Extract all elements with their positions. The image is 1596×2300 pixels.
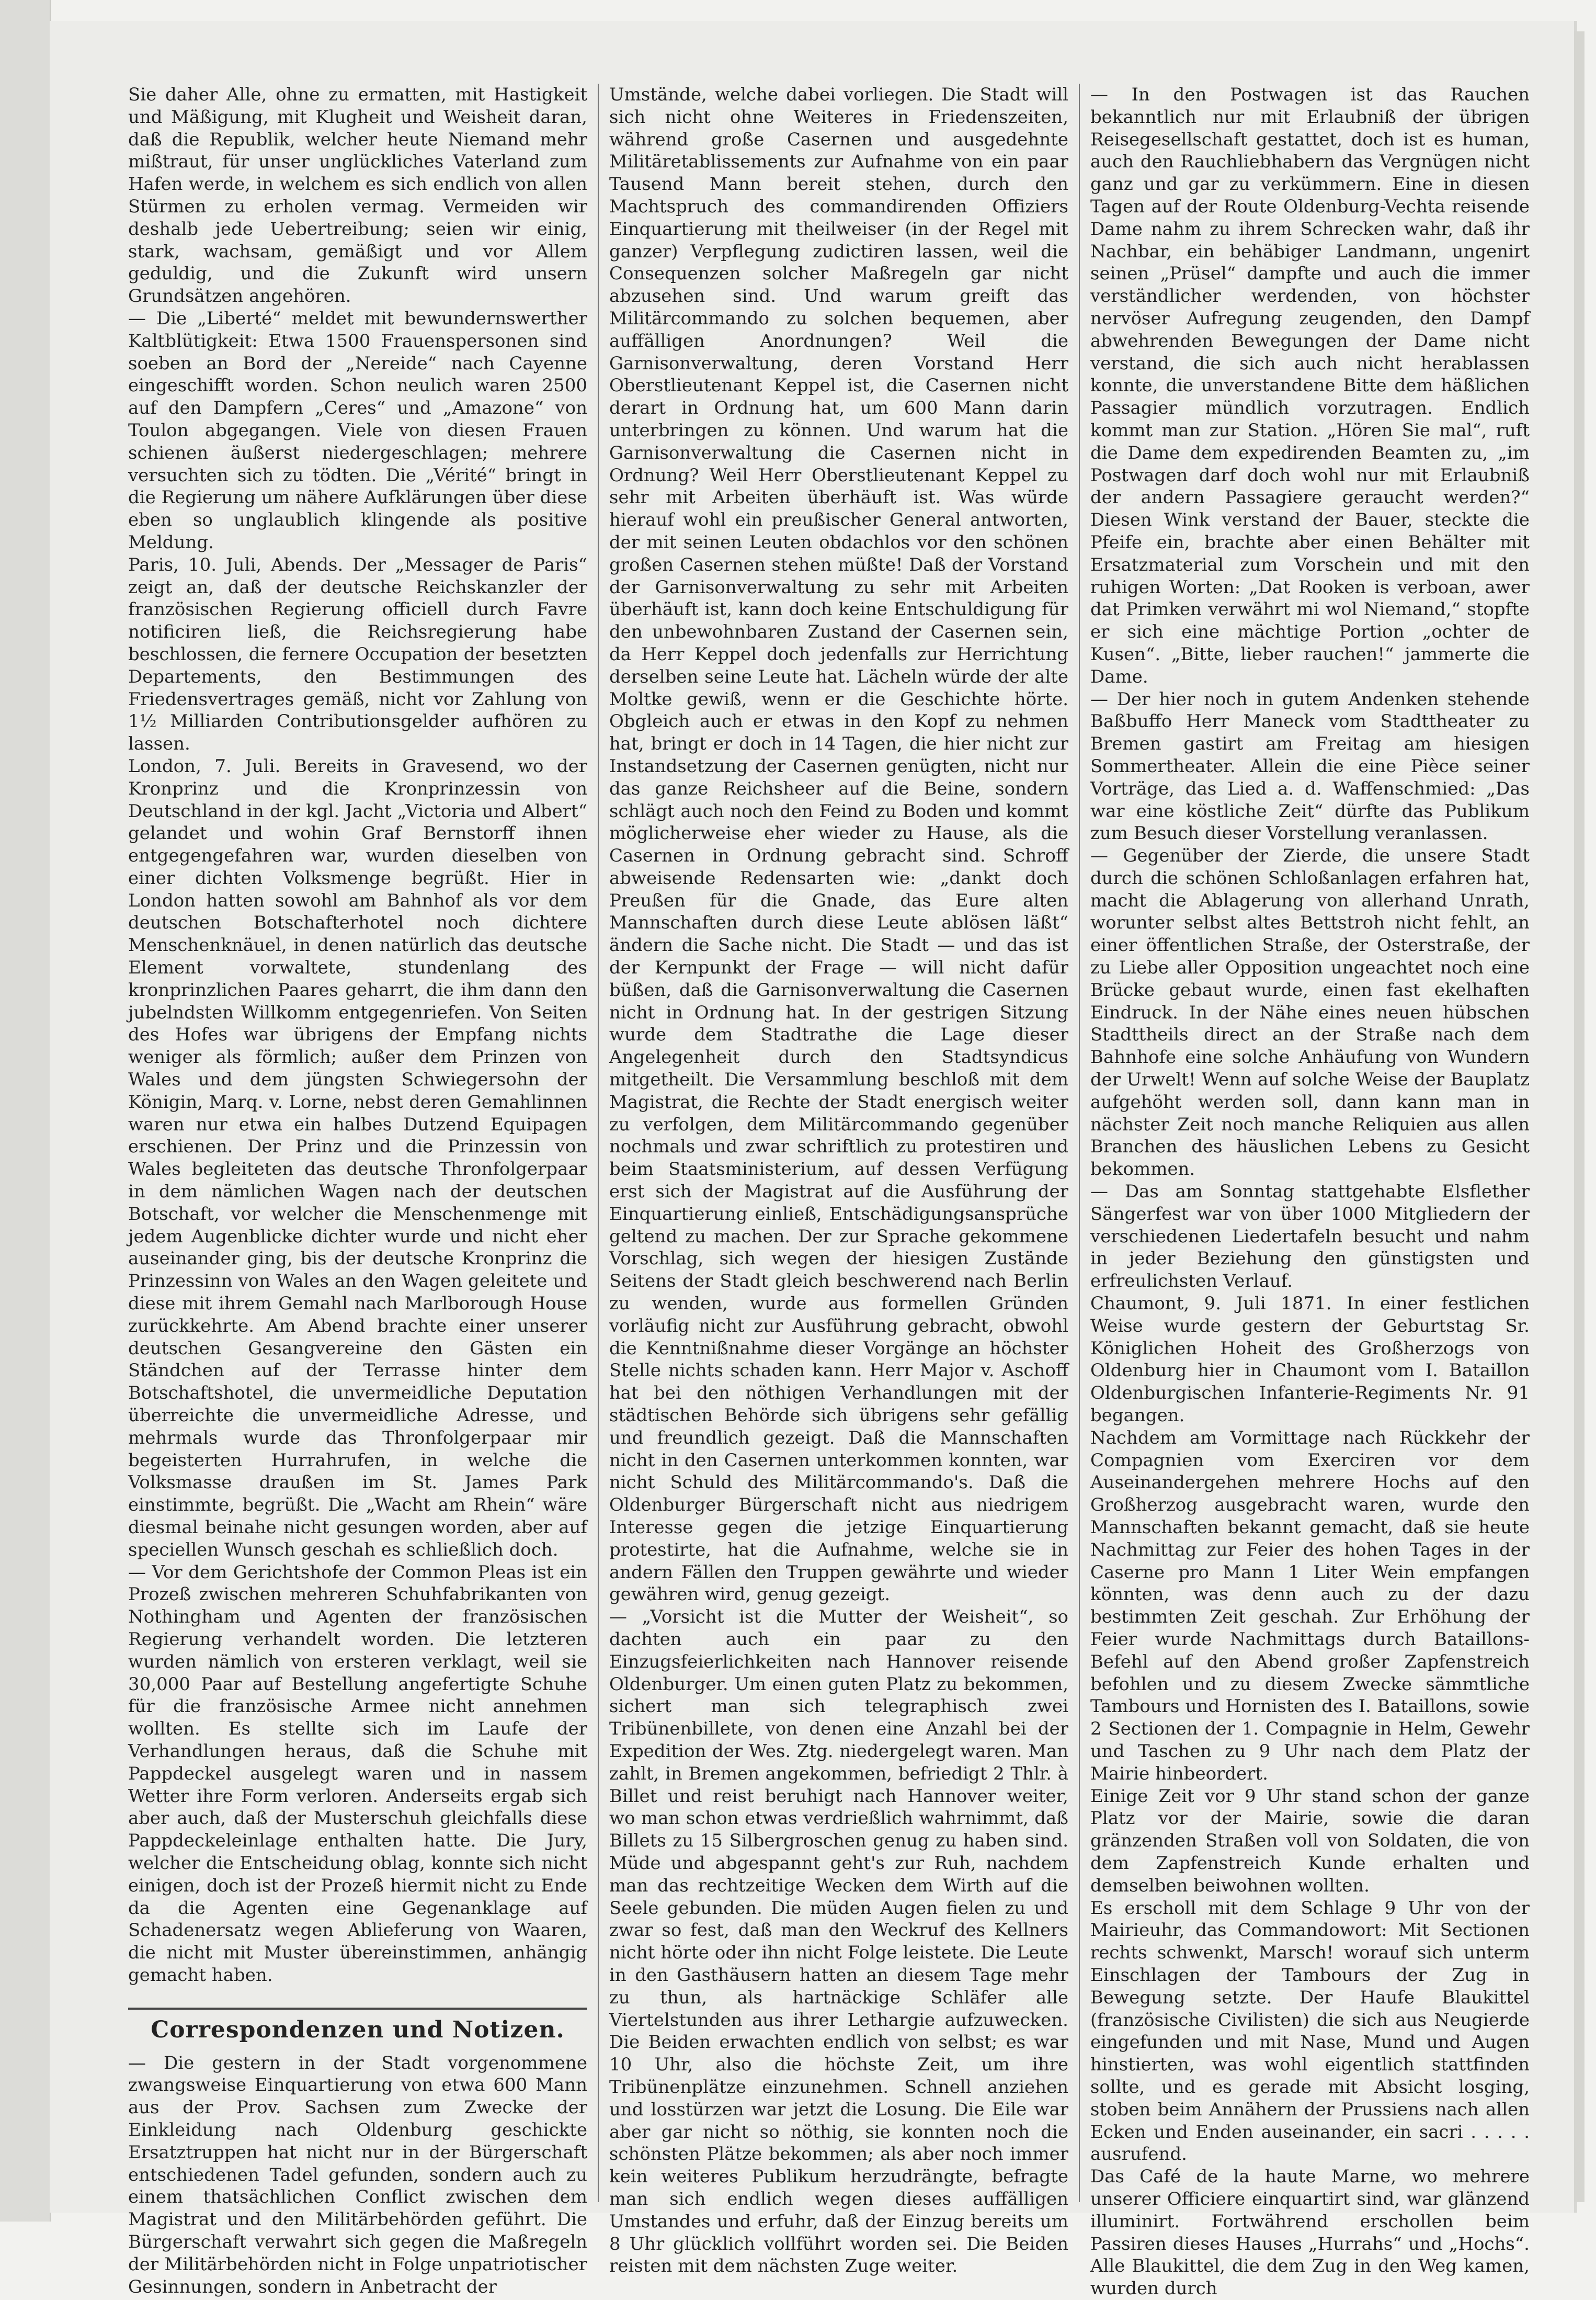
- article-paragraph: — Gegenüber der Zierde, die unsere Stadt durch die schönen Schloßanlagen erfahren hat, macht die Ablagerung von allerhand Unrath, worunter selbst altes Bettstroh nicht fehlt, an einer öffentlichen Straße, der Osterstraße, der zu Liebe aller Opposition ungeachtet noch eine Brücke gebaut wurde, einen fast ekelhaften Eindruck. In der Nähe eines neuen hübschen Stadttheils direct an der Straße nach dem Bahnhofe eine solche Anhäufung von Wundern der Urwelt! Wenn auf solche Weise der Bauplatz aufgehöht werden soll, dann kann man in nächster Zeit noch manche Reliquien aus allen Branchen des häuslichen Lebens zu Gesicht bekommen.: [1090, 845, 1530, 1180]
- column-divider: [598, 84, 599, 2202]
- article-paragraph: Das Café de la haute Marne, wo mehrere unserer Officiere einquartirt sind, war glänzend illuminirt. Fortwährend erschollen beim Passiren dieses Hauses „Hurrahs“ und „Hochs“. Alle Blaukittel, die dem Zug in den Weg kamen, wurden durch: [1090, 2166, 1530, 2299]
- section-heading: Correspondenzen und Notizen.: [128, 2008, 587, 2042]
- article-paragraph: — Der hier noch in gutem Andenken stehende Baßbuffo Herr Maneck vom Stadttheater zu Bremen gastirt am Freitag am hiesigen Sommertheater. Allein die eine Pièce seiner Vorträge, das Lied a. d. Waffenschmied: „Das war eine köstliche Zeit“ dürfte das Publikum zum Besuch dieser Vorstellung veranlassen.: [1090, 688, 1530, 844]
- article-paragraph: — In den Postwagen ist das Rauchen bekanntlich nur mit Erlaubniß der übrigen Reisegesellschaft gestattet, doch ist es human, auch den Rauchliebhabern das Vergnügen nicht ganz und gar zu verkümmern. Eine in diesen Tagen auf der Route Oldenburg-Vechta reisende Dame nahm zu ihrem Schrecken wahr, daß ihr Nachbar, ein behäbiger Landmann, ungenirt seinen „Prüsel“ dampfte und auch die immer verständlicher werdenden, von höchster nervöser Aufregung zeugenden, den Dampf abwehrenden Bewegungen der Dame nicht verstand, die sich auch nicht herablassen konnte, die unverstandene Bitte dem häßlichen Passagier mündlich vorzutragen. Endlich kommt man zur Station. „Hören Sie mal“, ruft die Dame dem expedirenden Beamten zu, „im Postwagen darf doch wohl nur mit Erlaubniß der andern Passagiere geraucht werden?“ Diesen Wink verstand der Bauer, steckte die Pfeife ein, brachte aber einen Behälter mit Ersatzmaterial zum Vorschein und mit den ruhigen Worten: „Dat Rooken is verboan, awer dat Primken verwährt mi wol Niemand,“ stopfte er sich eine mächtige Portion „ochter de Kusen“. „Bitte, lieber rauchen!“ jammerte die Dame.: [1090, 84, 1530, 687]
- column-3: [1090, 84, 1530, 2300]
- article-paragraph: London, 7. Juli. Bereits in Gravesend, wo der Kronprinz und die Kronprinzessin von Deutschland in der kgl. Jacht „Victoria und Albert“ gelandet und wohin Graf Bernstorff ihnen entgegengefahren war, wurden dieselben von einer dichten Volksmenge begrüßt. Hier in London hatten sowohl am Bahnhof als vor dem deutschen Botschafterhotel noch dichtere Menschenknäuel, in denen natürlich das deutsche Element vorwaltete, stundenlang des kronprinzlichen Paares geharrt, die ihm dann den jubelndsten Willkomm entgegenriefen. Von Seiten des Hofes war übrigens der Empfang nichts weniger als förmlich; außer dem Prinzen von Wales und dem jüngsten Schwiegersohn der Königin, Marq. v. Lorne, nebst deren Gemahlinnen waren nur etwa ein halbes Dutzend Equipagen erschienen. Der Prinz und die Prinzessin von Wales begleiteten das deutsche Thronfolgerpaar in dem nämlichen Wagen nach der deutschen Botschaft, vor welcher die Menschenmenge mit jedem Augenblicke dichter wurde und nicht eher auseinander ging, bis der deutsche Kronprinz die Prinzessinn von Wales an den Wagen geleitete und diese mit ihrem Gemahl nach Marlborough House zurückkehrte. Am Abend brachte einer unserer deutschen Gesangvereine den Gästen ein Ständchen auf der Terrasse hinter dem Botschaftshotel, die unvermeidliche Deputation überreichte die unvermeidliche Adresse, und mehrmals wurde das Thronfolgerpaar mir begeisterten Hurrahrufen, in welche die Volksmasse draußen im St. James Park einstimmte, begrüßt. Die „Wacht am Rhein“ wäre diesmal beinahe nicht gesungen worden, aber auf speciellen Wunsch geschah es schließlich doch.: [128, 755, 587, 1560]
- article-paragraph: Es erscholl mit dem Schlage 9 Uhr von der Mairieuhr, das Commandowort: Mit Sectionen rechts schwenkt, Marsch! worauf sich unterm Einschlagen der Tambours der Zug in Bewegung setzte. Der Haufe Blaukittel (französische Civilisten) die sich aus Neugierde eingefunden und mit Nase, Mund und Augen hinstierten, was wohl eigentlich stattfinden sollte, und es gerade mit Absicht losging, stoben beim Annähern der Prussiens nach allen Ecken und Enden auseinander, ein sacri . . . . . ausrufend.: [1090, 1897, 1530, 2165]
- column-divider: [1079, 84, 1080, 2202]
- article-paragraph: Sie daher Alle, ohne zu ermatten, mit Hastigkeit und Mäßigung, mit Klugheit und Weisheit daran, daß die Republik, welcher heute Niemand mehr mißtraut, für unser unglückliches Vaterland zum Hafen werde, in welchem es sich endlich von allen Stürmen zu erholen vermag. Vermeiden wir deshalb jede Uebertreibung; seien wir einig, stark, wachsam, gemäßigt und vor Allem geduldig, und die Zukunft wird unsern Grundsätzen angehören.: [128, 84, 587, 307]
- article-paragraph: — Das am Sonntag stattgehabte Elsflether Sängerfest war von über 1000 Mitgliedern der verschiedenen Liedertafeln besucht und nahm in jeder Beziehung den günstigsten und erfreulichsten Verlauf.: [1090, 1181, 1530, 1292]
- article-paragraph: — Die „Liberté“ meldet mit bewundernswerther Kaltblütigkeit: Etwa 1500 Frauenspersonen sind soeben an Bord der „Nereide“ nach Cayenne eingeschifft worden. Schon neulich waren 2500 auf den Dampfern „Ceres“ und „Amazone“ von Toulon abgegangen. Viele von diesen Frauen schienen äußerst niedergeschlagen; mehrere versuchten sich zu tödten. Die „Vérité“ bringt in die Regierung um nähere Aufklärungen über diese eben so unglaublich klingende als positive Meldung.: [128, 308, 587, 553]
- article-paragraph: — „Vorsicht ist die Mutter der Weisheit“, so dachten auch ein paar zu den Einzugsfeierlichkeiten nach Hannover reisende Oldenburger. Um einen guten Platz zu bekommen, sichert man sich telegraphisch zwei Tribünenbillete, von denen eine Anzahl bei der Expedition der Wes. Ztg. niedergelegt waren. Man zahlt, in Bremen angekommen, befriedigt 2 Thlr. à Billet und reist beruhigt nach Hannover weiter, wo man schon etwas verdrießlich wahrnimmt, daß Billets zu 15 Silbergroschen genug zu haben sind. Müde und abgespannt geht's zur Ruh, nachdem man das rechtzeitige Wecken dem Wirth auf die Seele gebunden. Die müden Augen fielen zu und zwar so fest, daß man den Weckruf des Kellners nicht hörte oder ihn nicht Folge leistete. Die Leute in den Gasthäusern hatten an diesem Tage mehr zu thun, als hartnäckige Schläfer alle Viertelstunden aus ihrer Lethargie aufzuwecken. Die Beiden erwachten endlich von selbst; es war 10 Uhr, also die höchste Zeit, um ihre Tribünenplätze einzunehmen. Schnell anziehen und losstürzen war jetzt die Losung. Die Eile war aber gar nicht so nöthig, sie konnten noch die schönsten Plätze bekommen; als aber noch immer kein weiteres Publikum herzudrängte, befragte man sich endlich wegen dieses auffälligen Umstandes und erfuhr, daß der Einzug bereits um 8 Uhr glücklich vollführt worden sei. Die Beiden reisten mit dem nächsten Zuge weiter.: [609, 1606, 1068, 2277]
- article-paragraph: — Vor dem Gerichtshofe der Common Pleas ist ein Prozeß zwischen mehreren Schuhfabrikanten von Nothingham und Agenten der französischen Regierung verhandelt worden. Die letzteren wurden nämlich von ersteren verklagt, weil sie 30,000 Paar auf Bestellung angefertigte Schuhe für die französische Armee nicht annehmen wollten. Es stellte sich im Laufe der Verhandlungen heraus, daß die Schuhe mit Pappdeckel ausgelegt waren und in nassem Wetter ihre Form verloren. Anderseits ergab sich aber auch, daß der Musterschuh gleichfalls diese Pappdeckeleinlage enthalten hatte. Die Jury, welcher die Entscheidung oblag, konnte sich nicht einigen, doch ist der Prozeß hiermit nicht zu Ende da die Agenten eine Gegenanklage auf Schadenersatz wegen Ablieferung von Waaren, die nicht mit Muster übereinstimmen, anhängig gemacht haben.: [128, 1561, 587, 1986]
- page-edge: [1574, 31, 1584, 2202]
- article-paragraph: Nachdem am Vormittage nach Rückkehr der Compagnien vom Exerciren vor dem Auseinandergehen mehrere Hochs auf den Großherzog ausgebracht waren, wurde den Mannschaften bekannt gemacht, daß sie heute Nachmittag zur Feier des hohen Tages in der Caserne pro Mann 1 Liter Wein empfangen könnten, was denn auch zu der dazu bestimmten Zeit geschah. Zur Erhöhung der Feier wurde Nachmittags durch Bataillons-Befehl auf den Abend großer Zapfenstreich befohlen und zu diesem Zwecke sämmtliche Tambours und Hornisten des I. Bataillons, sowie 2 Sectionen der 1. Compagnie in Helm, Gewehr und Taschen zu 9 Uhr nach dem Platz der Mairie hinbeordert.: [1090, 1427, 1530, 1784]
- article-paragraph: — Die gestern in der Stadt vorgenommene zwangsweise Einquartierung von etwa 600 Mann aus der Prov. Sachsen zum Zwecke der Einkleidung nach Oldenburg geschickte Ersatztruppen hat nicht nur in der Bürgerschaft entschiedenen Tadel gefunden, sondern auch zu einem thatsächlichen Conflict zwischen dem Magistrat und den Militärbehörden geführt. Die Bürgerschaft verwahrt sich gegen die Maßregeln der Militärbehörden nicht in Folge unpatriotischer Gesinnungen, sondern in Anbetracht der: [128, 2052, 587, 2297]
- column-1: [128, 84, 587, 2298]
- binding-margin: [0, 0, 51, 2222]
- article-paragraph: Paris, 10. Juli, Abends. Der „Messager de Paris“ zeigt an, daß der deutsche Reichskanzler der französischen Regierung officiell durch Favre notificiren ließ, die Reichsregierung habe beschlossen, die fernere Occupation der besetzten Departements, den Bestimmungen des Friedensvertrages gemäß, nicht vor Zahlung von 1½ Milliarden Contributionsgelder aufhören zu lassen.: [128, 554, 587, 755]
- article-paragraph: Umstände, welche dabei vorliegen. Die Stadt will sich nicht ohne Weiteres in Friedenszeiten, während große Casernen und ausgedehnte Militäretablissements zur Aufnahme von ein paar Tausend Mann bereit stehen, durch den Machtspruch des commandirenden Offiziers Einquartierung mit theilweiser (in der Regel mit ganzer) Verpflegung zudictiren lassen, weil die Consequenzen solcher Maßregeln gar nicht abzusehen sind. Und warum greift das Militärcommando zu solchen bequemen, aber auffälligen Anordnungen? Weil die Garnisonverwaltung, deren Vorstand Herr Oberstlieutenant Keppel ist, die Casernen nicht derart in Ordnung hat, um 600 Mann darin unterbringen zu können. Und warum hat die Garnisonverwaltung die Casernen nicht in Ordnung? Weil Herr Oberstlieutenant Keppel zu sehr mit Arbeiten überhäuft ist. Was würde hierauf wohl ein preußischer General antworten, der mit seinen Leuten obdachlos vor den schönen großen Casernen stehen müßte! Daß der Vorstand der Garnisonverwaltung zu sehr mit Arbeiten überhäuft ist, kann doch keine Entschuldigung für den unbewohnbaren Zustand der Casernen sein, da Herr Keppel doch jedenfalls zur Herrichtung derselben seine Leute hat. Lächeln würde der alte Moltke gewiß, wenn er die Geschichte hörte. Obgleich auch er etwas in den Kopf zu nehmen hat, bringt er doch in 14 Tagen, die hier nicht zur Instandsetzung der Casernen genügten, nicht nur das ganze Reichsheer auf die Beine, sondern schlägt auch noch den Feind zu Boden und kommt möglicherweise eher wieder zu Hause, als die Casernen in Ordnung gebracht sind. Schroff abweisende Redensarten wie: „dankt doch Preußen für die Gnade, das Eure alten Mannschaften durch diese Leute ablösen läßt“ ändern die Sache nicht. Die Stadt — und das ist der Kernpunkt der Frage — will nicht dafür büßen, daß die Garnisonverwaltung die Casernen nicht in Ordnung hat. In der gestrigen Sitzung wurde dem Stadtrathe die Lage dieser Angelegenheit durch den Stadtsyndicus mitgetheilt. Die Versammlung beschloß mit dem Magistrat, die Rechte der Stadt energisch weiter zu verfolgen, dem Militärcommando gegenüber nochmals und zwar schriftlich zu protestiren und beim Staatsministerium, auf dessen Verfügung erst sich der Magistrat auf die Ausführung der Einquartierung einließ, Entschädigungsansprüche geltend zu machen. Der zur Sprache gekommene Vorschlag, sich wegen der hiesigen Zustände Seitens der Stadt gleich beschwerend nach Berlin zu wenden, wurde aus formellen Gründen vorläufig nicht zur Ausführung gebracht, obwohl die Kenntnißnahme dieser Vorgänge an höchster Stelle nichts schaden kann. Herr Major v. Aschoff hat bei den nöthigen Verhandlungen mit der städtischen Behörde sich übrigens sehr gefällig und freundlich gezeigt. Daß die Mannschaften nicht in den Casernen unterkommen konnten, war nicht Schuld des Militärcommando's. Daß die Oldenburger Bürgerschaft nicht aus niedrigem Interesse gegen die jetzige Einquartierung protestirte, hat die Aufnahme, welche sie in andern Fällen den Truppen gewährte und wieder gewähren wird, genug gezeigt.: [609, 84, 1068, 1605]
- article-paragraph: Chaumont, 9. Juli 1871. In einer festlichen Weise wurde gestern der Geburtstag Sr. Königlichen Hoheit des Großherzogs von Oldenburg hier in Chaumont vom I. Bataillon Oldenburgischen Infanterie-Regiments Nr. 91 begangen.: [1090, 1293, 1530, 1426]
- column-2: [609, 84, 1068, 2278]
- article-paragraph: Einige Zeit vor 9 Uhr stand schon der ganze Platz vor der Mairie, sowie die daran gränzenden Straßen voll von Soldaten, die von dem Zapfenstreich Kunde erhalten und demselben beiwohnen wollten.: [1090, 1785, 1530, 1896]
